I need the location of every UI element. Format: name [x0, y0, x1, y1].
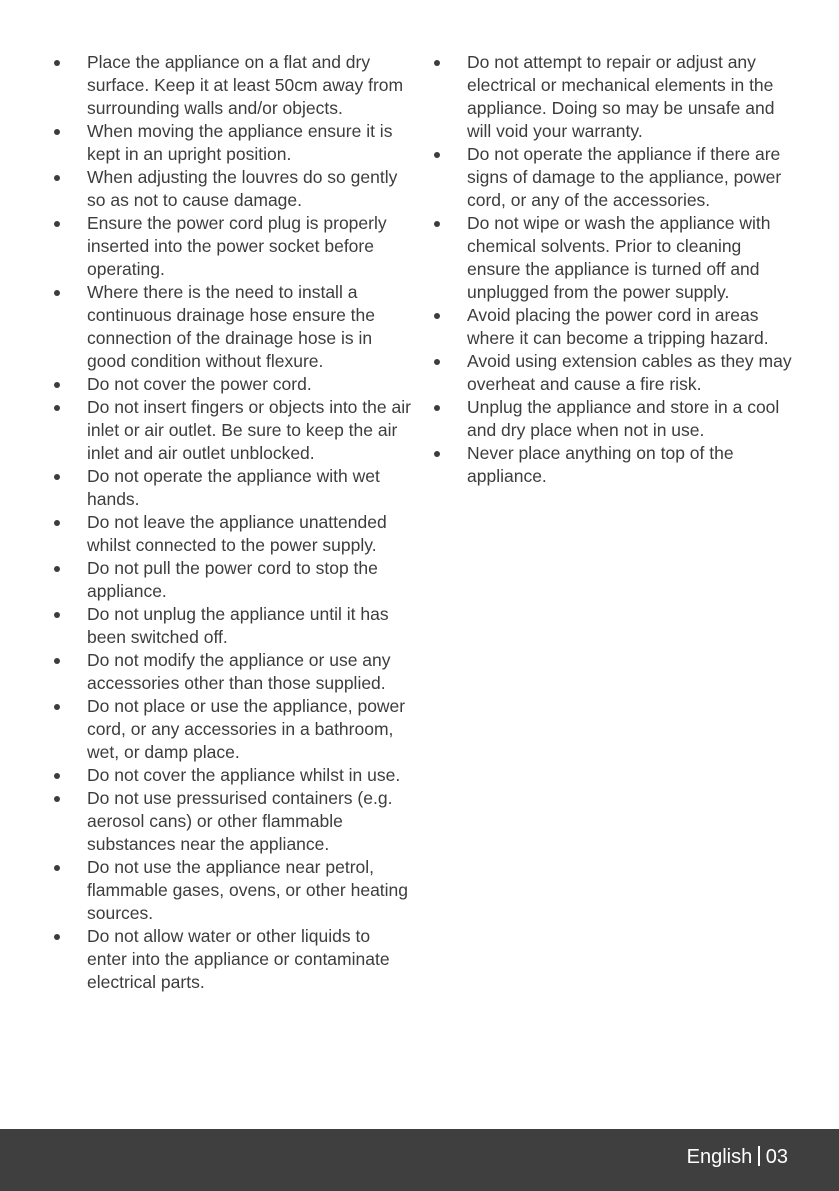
list-item	[51, 764, 413, 787]
list-item-text: Place the appliance on a flat and dry surface. Keep it at least 50cm away from surrounding walls and/or objects.	[87, 52, 404, 118]
list-item	[51, 51, 413, 120]
list-item	[431, 350, 793, 396]
bullet-icon	[54, 658, 60, 664]
list-item-text: Where there is the need to install a continuous drainage hose ensure the connection of the drainage hose is in good condition without flexure.	[87, 282, 375, 371]
bullet-icon	[54, 382, 60, 388]
bullet-icon	[54, 934, 60, 940]
list-item	[51, 856, 413, 925]
bullet-icon	[434, 152, 440, 158]
bullet-icon	[54, 566, 60, 572]
bullet-icon	[434, 60, 440, 66]
list-item	[51, 120, 413, 166]
bullet-icon	[434, 313, 440, 319]
list-item	[51, 373, 413, 396]
bullet-icon	[54, 796, 60, 802]
list-item-text: Avoid placing the power cord in areas where it can become a tripping hazard.	[467, 305, 769, 348]
list-item-text: Do not use the appliance near petrol, flammable gases, ovens, or other heating sources.	[87, 857, 409, 923]
safety-list-right	[431, 51, 793, 488]
bullet-icon	[54, 865, 60, 871]
list-item-text: When moving the appliance ensure it is kept in an upright position.	[87, 121, 393, 164]
list-item	[431, 396, 793, 442]
footer-separator	[758, 1146, 760, 1166]
list-item	[431, 212, 793, 304]
list-item-text: Do not operate the appliance if there are signs of damage to the appliance, power cord, or any of the accessories.	[467, 144, 782, 210]
list-item-text: Do not cover the appliance whilst in use.	[87, 765, 401, 785]
list-item-text: Never place anything on top of the appliance.	[467, 443, 734, 486]
list-item-text: Unplug the appliance and store in a cool and dry place when not in use.	[467, 397, 780, 440]
bullet-icon	[54, 221, 60, 227]
list-item	[51, 557, 413, 603]
bullet-icon	[54, 175, 60, 181]
list-item	[431, 143, 793, 212]
list-item	[51, 281, 413, 373]
list-item	[431, 304, 793, 350]
list-item	[51, 925, 413, 994]
list-item	[431, 442, 793, 488]
bullet-icon	[54, 773, 60, 779]
footer-language: English	[686, 1146, 753, 1168]
list-item-text: Do not place or use the appliance, power cord, or any accessories in a bathroom, wet, or damp place.	[87, 696, 406, 762]
list-item	[51, 787, 413, 856]
page-footer-label	[687, 1145, 788, 1169]
list-item-text: Do not attempt to repair or adjust any electrical or mechanical elements in the appliance. Doing so may be unsafe and will void your warranty.	[467, 52, 775, 141]
bullet-icon	[54, 612, 60, 618]
list-item-text: Do not unplug the appliance until it has been switched off.	[87, 604, 389, 647]
list-item-text: Avoid using extension cables as they may overheat and cause a fire risk.	[467, 351, 792, 394]
bullet-icon	[54, 129, 60, 135]
list-item	[51, 695, 413, 764]
bullet-icon	[434, 359, 440, 365]
bullet-icon	[54, 520, 60, 526]
list-item-text: Do not pull the power cord to stop the appliance.	[87, 558, 378, 601]
bullet-icon	[434, 405, 440, 411]
bullet-icon	[434, 451, 440, 457]
list-item-text: Do not cover the power cord.	[87, 374, 312, 394]
bullet-icon	[54, 704, 60, 710]
list-item	[51, 396, 413, 465]
list-item-text: Do not allow water or other liquids to enter into the appliance or contaminate electrical parts.	[87, 926, 390, 992]
list-item	[51, 465, 413, 511]
bullet-icon	[54, 60, 60, 66]
bullet-icon	[54, 405, 60, 411]
list-item-text: Do not use pressurised containers (e.g. aerosol cans) or other flammable substances near the appliance.	[87, 788, 393, 854]
list-item	[51, 166, 413, 212]
bullet-icon	[54, 474, 60, 480]
list-item-text: When adjusting the louvres do so gently so as not to cause damage.	[87, 167, 398, 210]
bullet-icon	[434, 221, 440, 227]
page-number: 03	[765, 1146, 788, 1168]
list-item-text: Do not operate the appliance with wet hands.	[87, 466, 380, 509]
list-item	[431, 51, 793, 143]
list-item	[51, 649, 413, 695]
footer-bar	[0, 1129, 839, 1191]
bullet-icon	[54, 290, 60, 296]
list-item-text: Do not wipe or wash the appliance with chemical solvents. Prior to cleaning ensure the appliance is turned off and unplugged from the power supply.	[467, 213, 771, 302]
list-item-text: Ensure the power cord plug is properly inserted into the power socket before operating.	[87, 213, 387, 279]
list-item	[51, 511, 413, 557]
list-item-text: Do not insert fingers or objects into the air inlet or air outlet. Be sure to keep the air inlet and air outlet unblocked.	[87, 397, 411, 463]
list-item	[51, 603, 413, 649]
list-item-text: Do not leave the appliance unattended whilst connected to the power supply.	[87, 512, 387, 555]
safety-list-left	[51, 51, 413, 994]
list-item-text: Do not modify the appliance or use any accessories other than those supplied.	[87, 650, 391, 693]
list-item	[51, 212, 413, 281]
